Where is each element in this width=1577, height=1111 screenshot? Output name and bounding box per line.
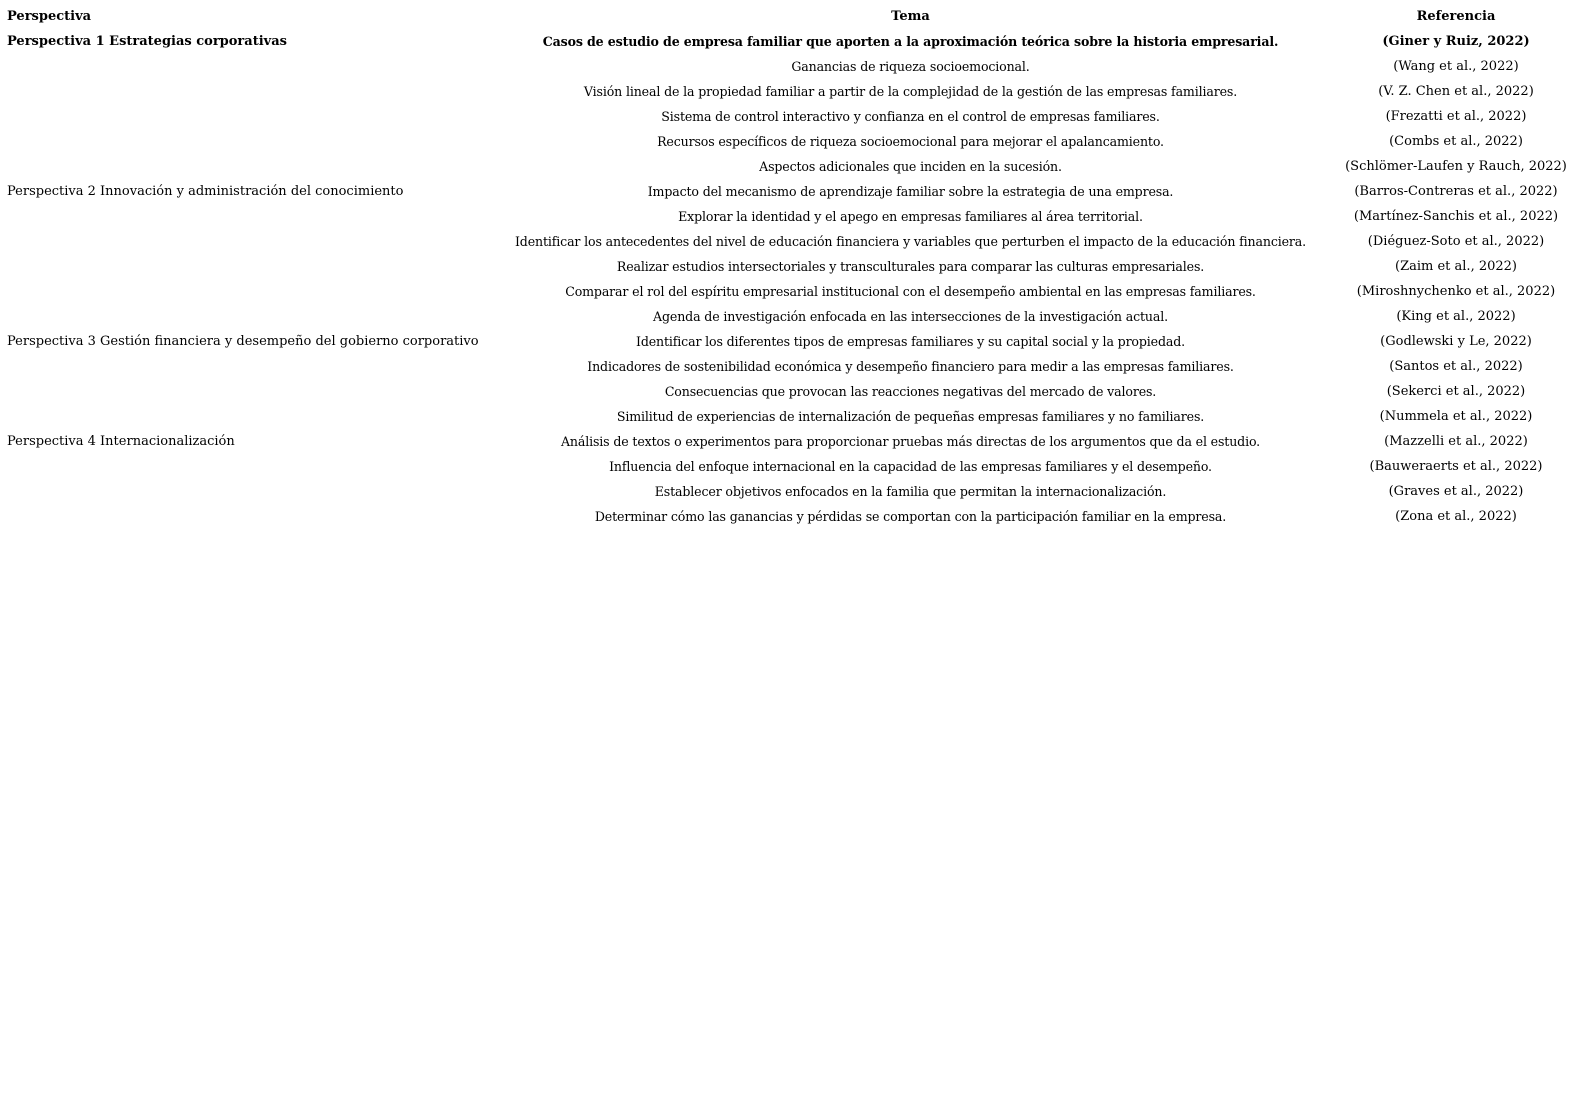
cell-referencia: (Frezatti et al., 2022)	[1385, 109, 1527, 124]
table-row	[0, 54, 1577, 79]
cell-tema: Sistema de control interactivo y confianza en el control de empresas familiares.	[661, 109, 1160, 124]
cell-referencia: (Zaim et al., 2022)	[1395, 259, 1517, 274]
cell-perspectiva	[0, 454, 486, 479]
table-row	[0, 254, 1577, 279]
table-body	[0, 29, 1577, 529]
cell-perspectiva	[0, 204, 486, 229]
cell-referencia: (Wang et al., 2022)	[1393, 59, 1519, 74]
cell-tema: Identificar los diferentes tipos de empresas familiares y su capital social y la propiedad.	[636, 334, 1185, 349]
cell-perspectiva: Perspectiva 2 Innovación y administración del conocimiento	[7, 184, 404, 199]
cell-referencia: (Nummela et al., 2022)	[1379, 409, 1533, 424]
cell-referencia: (Mazzelli et al., 2022)	[1384, 434, 1528, 449]
cell-tema: Comparar el rol del espíritu empresarial institucional con el desempeño ambiental en las empresas familiares.	[565, 284, 1256, 299]
cell-tema: Identificar los antecedentes del nivel de educación financiera y variables que perturben el impacto de la educación financiera.	[514, 234, 1306, 249]
cell-perspectiva	[0, 104, 486, 129]
cell-perspectiva	[0, 279, 486, 304]
cell-perspectiva	[0, 254, 486, 279]
cell-referencia: (Giner y Ruiz, 2022)	[1382, 34, 1530, 49]
table-row	[0, 454, 1577, 479]
cell-tema: Agenda de investigación enfocada en las intersecciones de la investigación actual.	[653, 309, 1168, 324]
cell-tema: Similitud de experiencias de internalización de pequeñas empresas familiares y no familiares.	[616, 409, 1205, 424]
table-row	[0, 404, 1577, 429]
table-row	[0, 279, 1577, 304]
cell-referencia: (Sekerci et al., 2022)	[1386, 384, 1526, 399]
header-perspectiva: Perspectiva	[7, 9, 92, 24]
cell-tema: Aspectos adicionales que inciden en la sucesión.	[759, 159, 1062, 174]
table-header-row	[0, 4, 1577, 29]
table-row	[0, 129, 1577, 154]
table-row	[0, 354, 1577, 379]
cell-referencia: (Combs et al., 2022)	[1389, 134, 1523, 149]
table-row	[0, 479, 1577, 504]
cell-tema: Realizar estudios intersectoriales y transculturales para comparar las culturas empresariales.	[616, 259, 1205, 274]
cell-perspectiva	[0, 229, 486, 254]
cell-perspectiva	[0, 79, 486, 104]
cell-tema: Impacto del mecanismo de aprendizaje familiar sobre la estrategia de una empresa.	[647, 184, 1174, 199]
cell-tema: Establecer objetivos enfocados en la familia que permitan la internacionalización.	[654, 484, 1167, 499]
cell-tema: Visión lineal de la propiedad familiar a partir de la complejidad de la gestión de las empresas familiares.	[583, 84, 1238, 99]
cell-tema: Indicadores de sostenibilidad económica y desempeño financiero para medir a las empresas familiares.	[587, 359, 1234, 374]
cell-referencia: (Godlewski y Le, 2022)	[1380, 334, 1532, 349]
cell-tema: Recursos específicos de riqueza socioemocional para mejorar el apalancamiento.	[657, 134, 1164, 149]
cell-tema: Influencia del enfoque internacional en la capacidad de las empresas familiares y el desempeño.	[609, 459, 1212, 474]
cell-tema: Explorar la identidad y el apego en empresas familiares al área territorial.	[678, 209, 1143, 224]
cell-perspectiva	[0, 404, 486, 429]
cell-perspectiva	[0, 379, 486, 404]
cell-referencia: (Miroshnychenko et al., 2022)	[1356, 284, 1556, 299]
cell-perspectiva: Perspectiva 3 Gestión financiera y desempeño del gobierno corporativo	[7, 334, 479, 349]
table-row	[0, 504, 1577, 529]
cell-perspectiva	[0, 54, 486, 79]
cell-tema: Consecuencias que provocan las reacciones negativas del mercado de valores.	[664, 384, 1157, 399]
table-row	[0, 79, 1577, 104]
table-row	[0, 379, 1577, 404]
table-row	[0, 429, 1577, 454]
cell-tema: Ganancias de riqueza socioemocional.	[791, 59, 1030, 74]
table-row	[0, 179, 1577, 204]
perspectives-table	[0, 4, 1577, 529]
cell-tema: Análisis de textos o experimentos para proporcionar pruebas más directas de los argumentos que da el estudio.	[560, 434, 1261, 449]
table-row	[0, 229, 1577, 254]
cell-perspectiva	[0, 504, 486, 529]
header-tema: Tema	[891, 9, 930, 24]
cell-perspectiva	[0, 354, 486, 379]
cell-referencia: (Santos et al., 2022)	[1389, 359, 1523, 374]
cell-referencia: (Barros-Contreras et al., 2022)	[1354, 184, 1558, 199]
table-row	[0, 154, 1577, 179]
cell-referencia: (Bauweraerts et al., 2022)	[1369, 459, 1543, 474]
cell-tema: Determinar cómo las ganancias y pérdidas se comportan con la participación familiar en la empresa.	[594, 509, 1227, 524]
table-row	[0, 204, 1577, 229]
cell-referencia: (Zona et al., 2022)	[1395, 509, 1517, 524]
cell-referencia: (Graves et al., 2022)	[1388, 484, 1524, 499]
table-row	[0, 104, 1577, 129]
cell-tema: Casos de estudio de empresa familiar que aporten a la aproximación teórica sobre la historia empresarial.	[542, 34, 1279, 49]
cell-perspectiva: Perspectiva 1 Estrategias corporativas	[7, 34, 287, 49]
cell-perspectiva	[0, 154, 486, 179]
cell-perspectiva	[0, 304, 486, 329]
cell-perspectiva	[0, 129, 486, 154]
header-referencia: Referencia	[1416, 9, 1496, 24]
table-row	[0, 329, 1577, 354]
cell-perspectiva	[0, 479, 486, 504]
cell-referencia: (Diéguez-Soto et al., 2022)	[1367, 234, 1545, 249]
cell-referencia: (V. Z. Chen et al., 2022)	[1378, 84, 1534, 99]
cell-referencia: (Schlömer-Laufen y Rauch, 2022)	[1345, 159, 1567, 174]
cell-referencia: (King et al., 2022)	[1396, 309, 1516, 324]
cell-referencia: (Martínez-Sanchis et al., 2022)	[1353, 209, 1559, 224]
cell-perspectiva: Perspectiva 4 Internacionalización	[7, 434, 235, 449]
table-row	[0, 304, 1577, 329]
table-row	[0, 29, 1577, 54]
